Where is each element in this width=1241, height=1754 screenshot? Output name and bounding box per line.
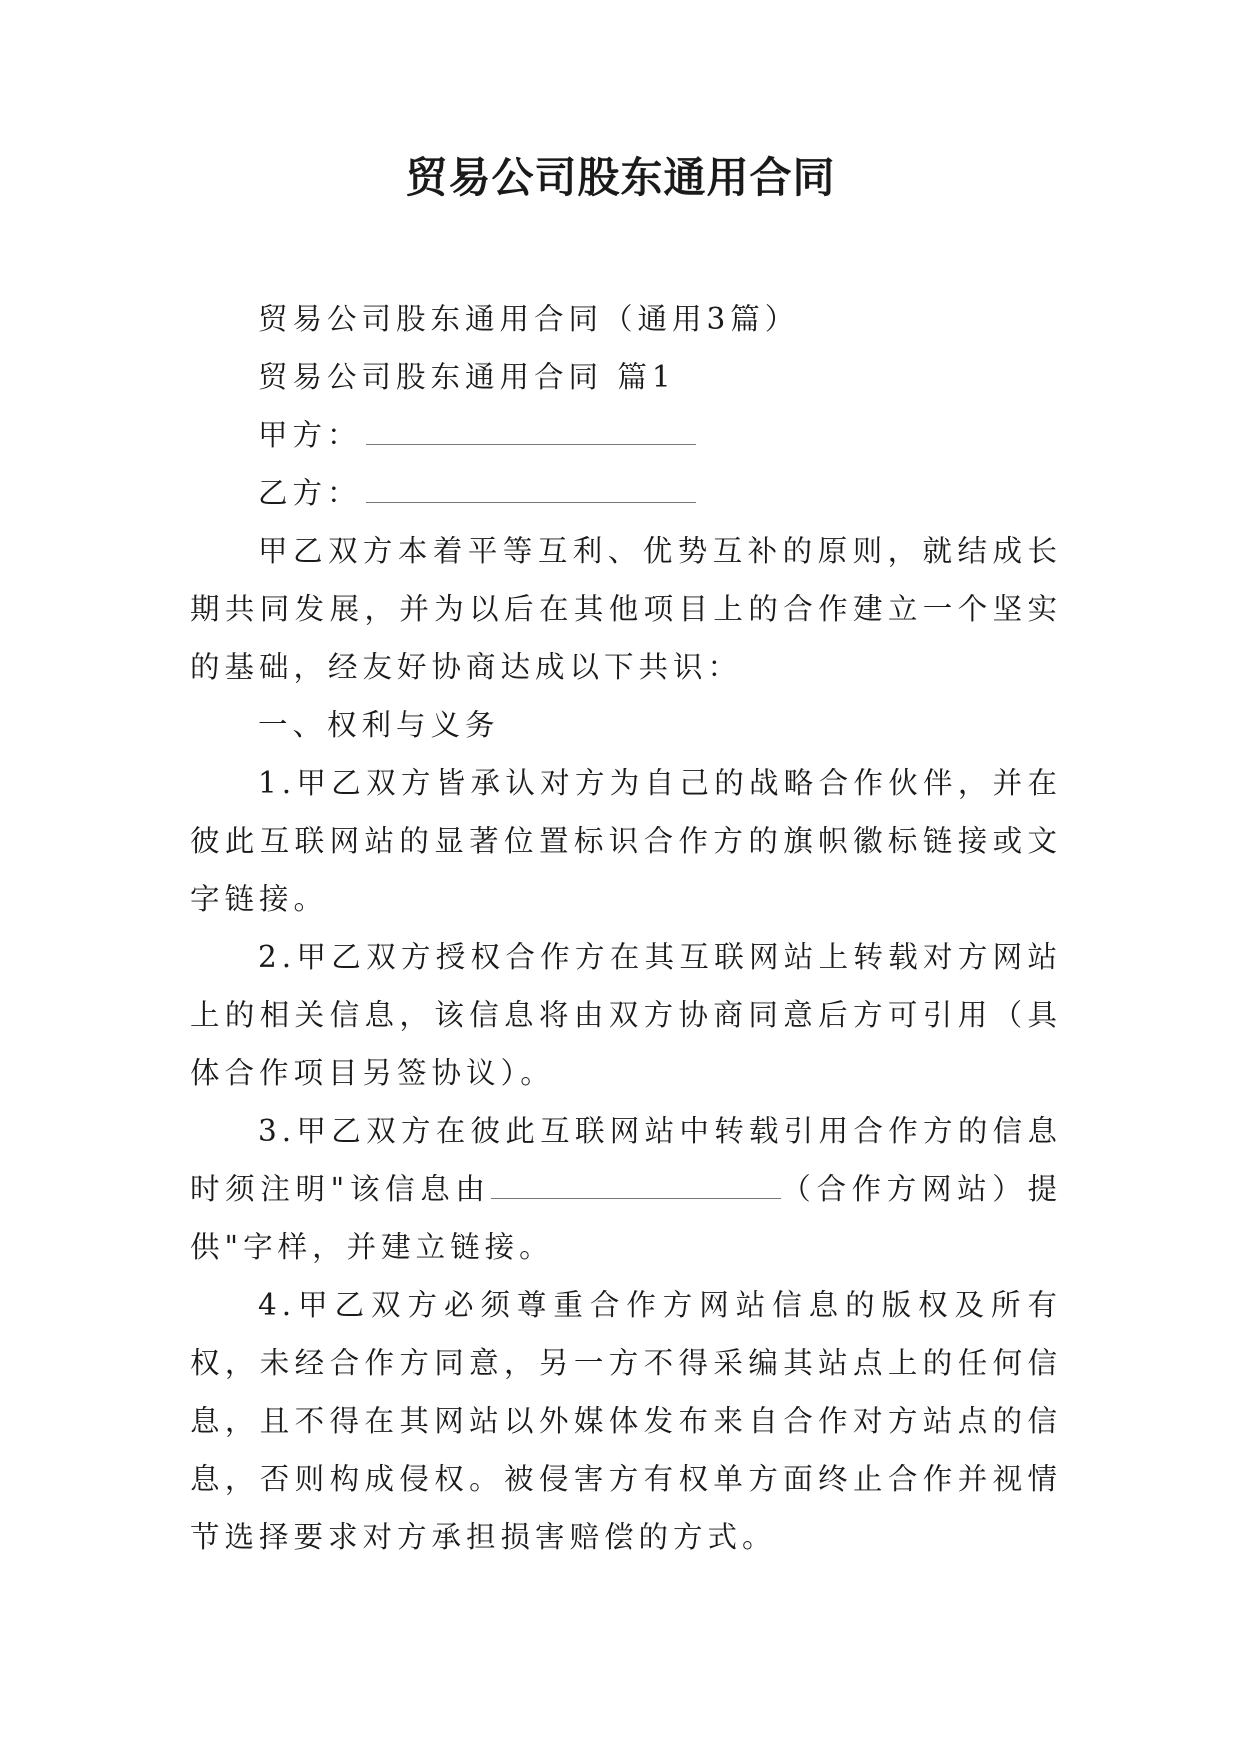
- document-title: 贸易公司股东通用合同: [405, 153, 836, 202]
- section-1-heading: 一、权利与义务: [258, 708, 500, 742]
- clause-3-before: 3.甲乙双方在彼此互联网站中转载引用合作方的信息时须注明"该信息由: [190, 1114, 1062, 1206]
- document-subtitle: 贸易公司股东通用合同（通用3篇）: [258, 302, 800, 336]
- party-b-line: [190, 464, 1062, 522]
- part-heading: 贸易公司股东通用合同 篇1: [258, 360, 676, 394]
- document-body: [190, 290, 1062, 1566]
- party-b-blank: [366, 468, 696, 503]
- clause-4: 4.甲乙双方必须尊重合作方网站信息的版权及所有权，未经合作方同意，另一方不得采编其站点上的任何信息，且不得在其网站以外媒体发布来自合作对方站点的信息，否则构成侵权。被侵害方有权单方面终止合作并视情节选择要求对方承担损害赔偿的方式。: [190, 1288, 1062, 1554]
- intro-paragraph: 甲乙双方本着平等互利、优势互补的原则，就结成长期共同发展，并为以后在其他项目上的合作建立一个坚实的基础，经友好协商达成以下共识：: [190, 534, 1062, 684]
- clause-3: [190, 1102, 1062, 1276]
- clause-2: 2.甲乙双方授权合作方在其互联网站上转载对方网站上的相关信息，该信息将由双方协商同意后方可引用（具体合作项目另签协议）。: [190, 940, 1062, 1090]
- party-a-blank: [366, 410, 696, 445]
- party-a-label: 甲方：: [258, 418, 362, 452]
- clause-1: 1.甲乙双方皆承认对方为自己的战略合作伙伴，并在彼此互联网站的显著位置标识合作方的旗帜徽标链接或文字链接。: [190, 766, 1062, 916]
- website-blank: [491, 1164, 781, 1199]
- clause-3-after: （合作方网站）提供"字样，并建立链接。: [190, 1172, 1062, 1264]
- party-b-label: 乙方：: [258, 476, 362, 510]
- party-a-line: [190, 406, 1062, 464]
